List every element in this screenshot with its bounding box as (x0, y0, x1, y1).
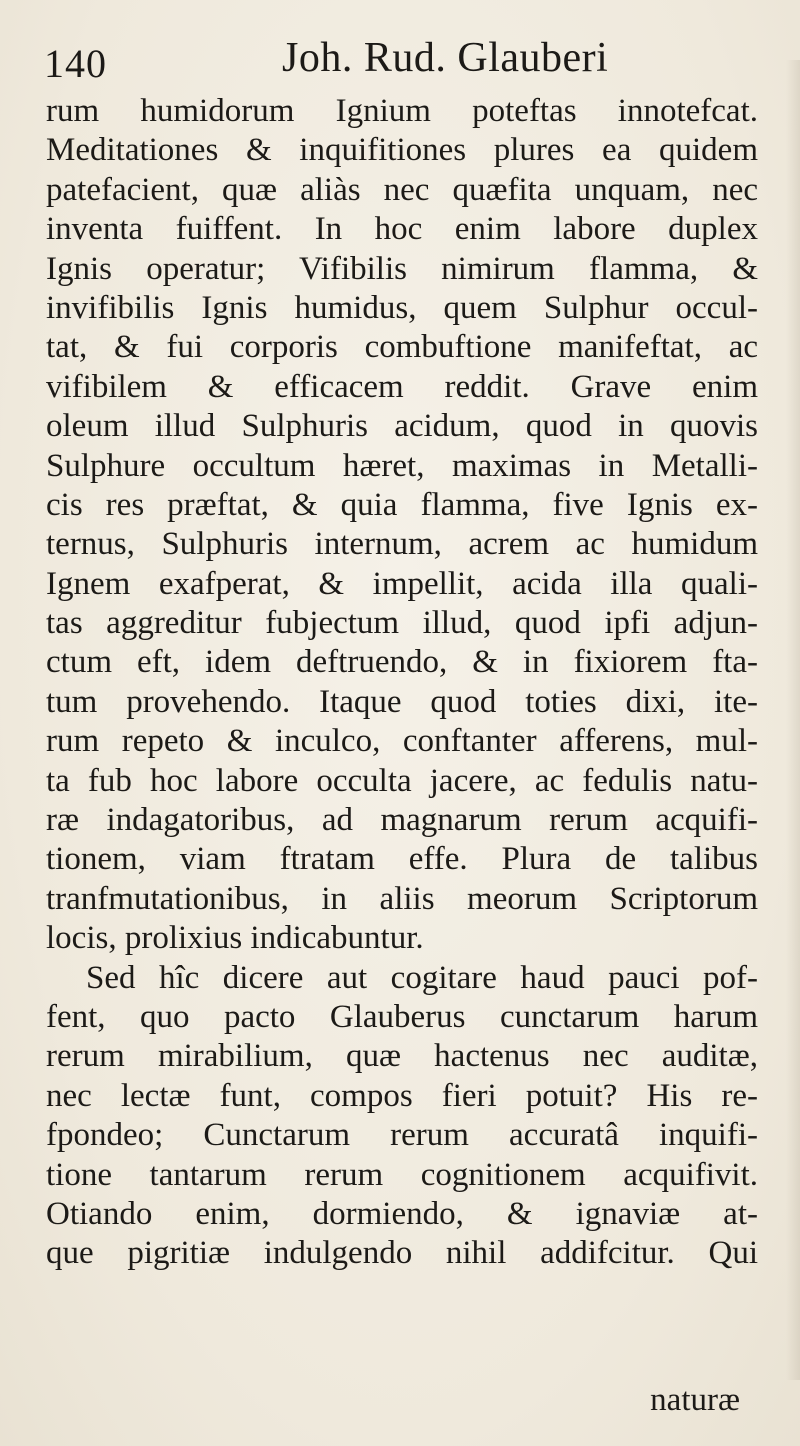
text-line: que pigritiæ indulgendo nihil addifcitur. Qui (46, 1235, 758, 1272)
text-line: tionem, viam ftratam effe. Plura de talibus (46, 841, 758, 878)
page-header (40, 30, 760, 86)
text-line: rum humidorum Ignium poteftas innotefcat. (46, 93, 758, 129)
text-line: tat, & fui corporis combuftione manifeftat, ac (46, 329, 758, 366)
text-line: fpondeo; Cunctarum rerum accuratâ inquifi- (46, 1117, 758, 1154)
text-line: nec lectæ funt, compos fieri potuit? His re- (46, 1077, 758, 1114)
text-line: patefacient, quæ aliàs nec quæfita unquam, nec (46, 171, 758, 208)
text-line: rum repeto & inculco, conftanter afferens, mul- (46, 723, 758, 760)
text-line: tione tantarum rerum cognitionem acquifivit. (46, 1156, 758, 1193)
text-line: vifibilem & efficacem reddit. Grave enim (46, 368, 758, 405)
text-line: tranfmutationibus, in aliis meorum Scriptorum (46, 880, 758, 917)
page-edge-shadow (786, 60, 800, 1380)
text-line: Ignem exafperat, & impellit, acida illa quali- (46, 565, 758, 602)
page-number: 140 (44, 41, 107, 86)
text-line: oleum illud Sulphuris acidum, quod in quovis (46, 408, 758, 445)
catchword: naturæ (650, 1382, 740, 1418)
text-line: cis res præftat, & quia flamma, five Ignis ex- (46, 486, 758, 523)
text-line: inventa fuiffent. In hoc enim labore duplex (46, 211, 758, 248)
text-line: ctum eft, idem deftruendo, & in fixiorem fta- (46, 644, 758, 681)
text-line: rerum mirabilium, quæ hactenus nec auditæ, (46, 1038, 758, 1075)
text-line: Ignis operatur; Vifibilis nimirum flamma, & (46, 250, 758, 287)
text-line: Otiando enim, dormiendo, & ignaviæ at- (46, 1195, 758, 1232)
paragraph-start-line: Sed hîc dicere aut cogitare haud pauci pof- (86, 959, 758, 996)
text-line: Meditationes & inquifitiones plures ea quidem (46, 132, 758, 169)
text-line: Sulphure occultum hæret, maximas in Metalli- (46, 447, 758, 484)
text-line: ræ indagatoribus, ad magnarum rerum acquifi- (46, 802, 758, 839)
text-line: fent, quo pacto Glauberus cunctarum harum (46, 998, 758, 1035)
text-line: ternus, Sulphuris internum, acrem ac humidum (46, 526, 758, 563)
text-line: locis, prolixius indicabuntur. (46, 920, 424, 957)
text-line: invifibilis Ignis humidus, quem Sulphur occul- (46, 289, 758, 326)
body-text (46, 92, 758, 1274)
running-head: Joh. Rud. Glauberi (282, 35, 609, 81)
text-line: tas aggreditur fubjectum illud, quod ipfi adjun- (46, 605, 758, 642)
text-line: tum provehendo. Itaque quod toties dixi, ite- (46, 683, 758, 720)
text-line: ta fub hoc labore occulta jacere, ac fedulis natu- (46, 762, 758, 799)
